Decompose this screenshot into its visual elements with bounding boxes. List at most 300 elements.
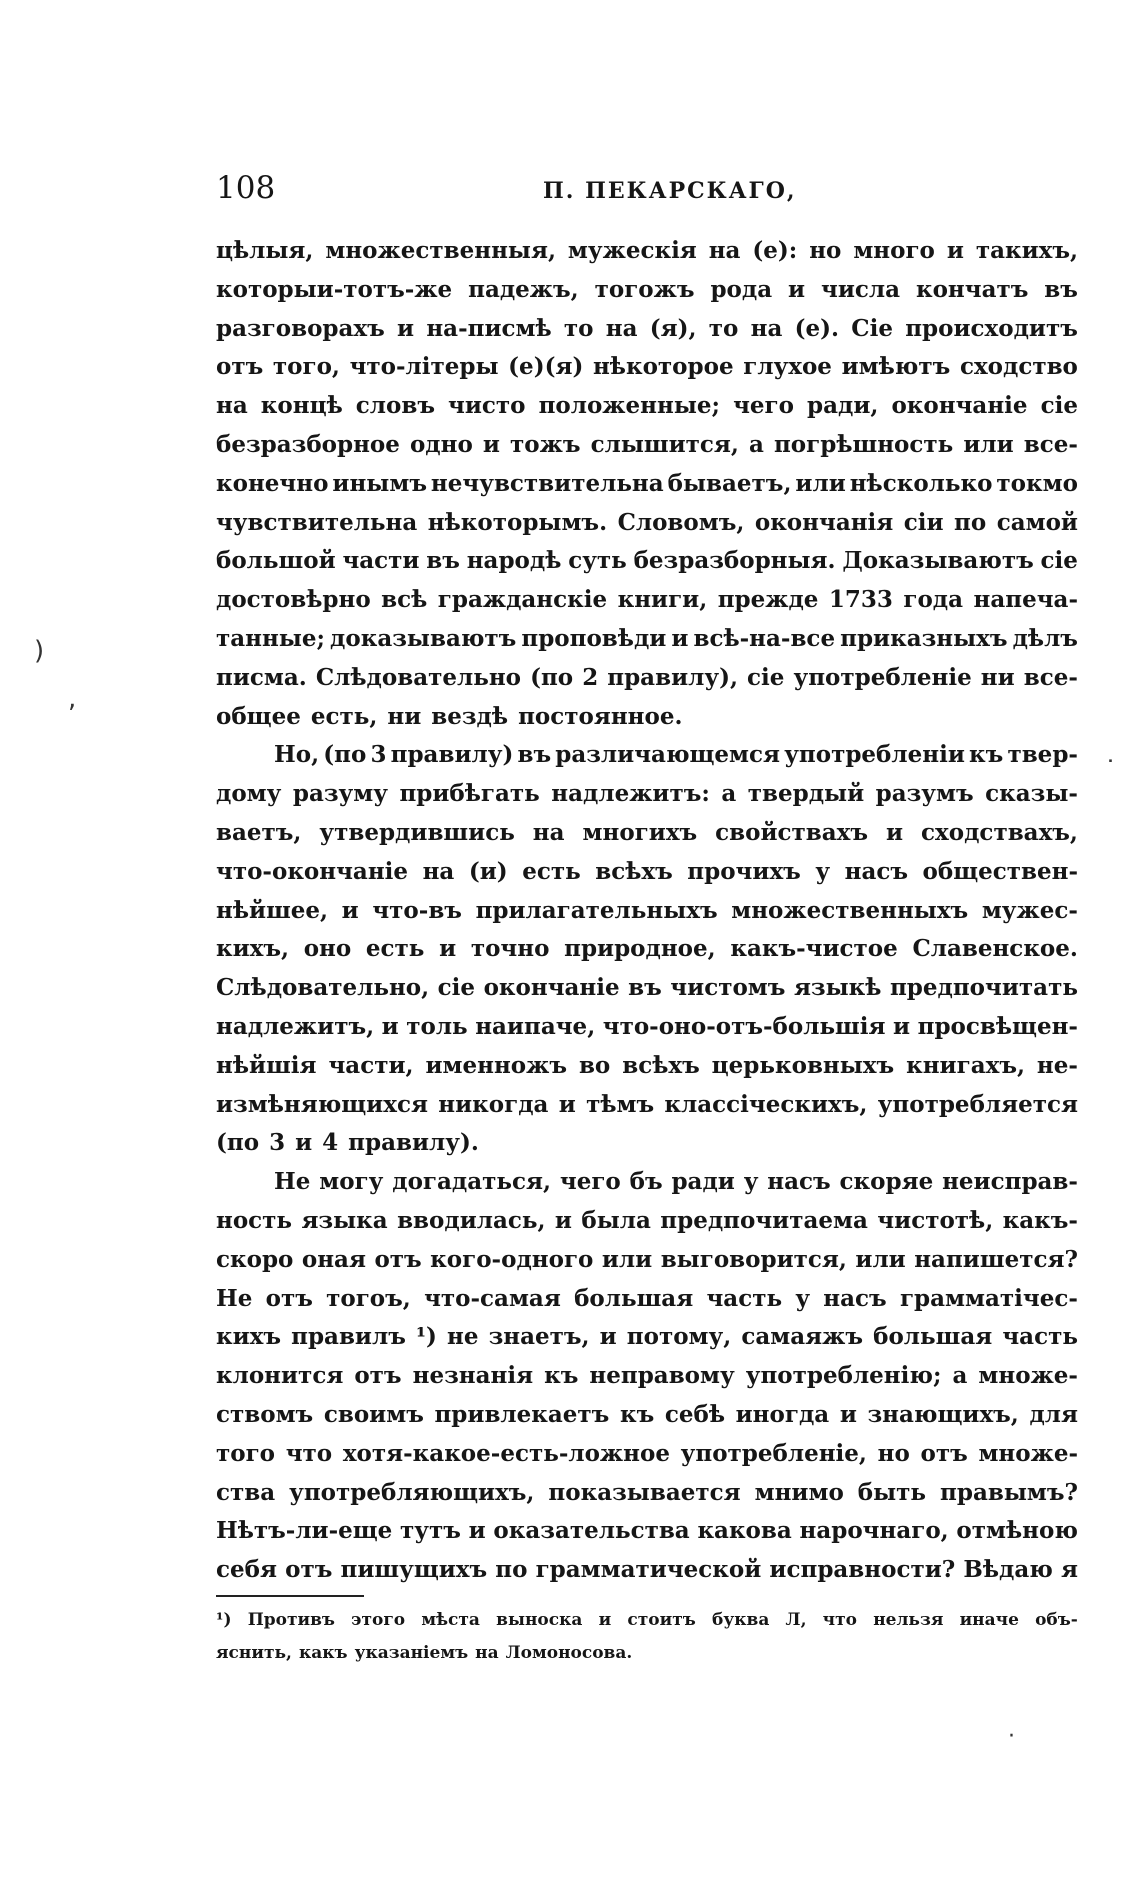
word: сходство: [959, 353, 1078, 381]
word: Нѣтъ-ли-еще: [216, 1517, 393, 1545]
word: постоянное.: [518, 702, 683, 730]
word: природное,: [564, 935, 716, 963]
word: суть: [568, 547, 627, 575]
word: употребляющихъ,: [289, 1478, 535, 1506]
word: и: [295, 1129, 313, 1157]
text-line: [216, 1047, 1078, 1086]
word: въ: [1044, 275, 1078, 303]
word: насъ: [844, 857, 908, 885]
word: Слѣдовательно: [315, 663, 521, 691]
word: разумъ: [875, 780, 974, 808]
word: надлежитъ,: [216, 1012, 375, 1040]
word: языкѣ: [793, 974, 882, 1002]
word: догадаться,: [392, 1168, 551, 1196]
footnote-marker: ¹): [216, 1610, 232, 1630]
word: того: [216, 1439, 276, 1467]
word: одно: [409, 430, 473, 458]
word: 4: [322, 1129, 339, 1157]
word: вездѣ: [431, 702, 509, 730]
word: правилу): [390, 741, 514, 769]
margin-mark-paren: ): [34, 636, 45, 666]
word: Л,: [785, 1610, 807, 1630]
word: насъ: [823, 1284, 887, 1312]
word: положенные;: [538, 392, 721, 420]
word: что: [285, 1439, 333, 1467]
word: оно: [303, 935, 352, 963]
word: самой: [996, 508, 1078, 536]
word: 3: [269, 1129, 286, 1157]
word: не: [447, 1323, 479, 1351]
word: (по: [216, 1129, 260, 1157]
word: тогожъ: [594, 275, 695, 303]
footnote-line: [216, 1604, 1078, 1637]
word: словъ: [355, 392, 435, 420]
word: бъ: [629, 1168, 663, 1196]
word: какова: [697, 1517, 792, 1545]
word: (по: [323, 741, 367, 769]
word: тутъ: [400, 1517, 461, 1545]
word: правилу),: [607, 663, 738, 691]
word: части: [342, 547, 420, 575]
text-line: [216, 930, 1078, 969]
word: что-самая: [424, 1284, 561, 1312]
word: быть: [857, 1478, 927, 1506]
word: народѣ: [466, 547, 562, 575]
word: мѣста: [421, 1610, 480, 1630]
page-number: 108: [216, 170, 276, 206]
word: къ: [544, 1362, 579, 1390]
word: ¹): [415, 1323, 437, 1351]
word: и: [558, 1090, 576, 1118]
word: такихъ,: [975, 237, 1078, 264]
word: множественныя,: [325, 237, 556, 264]
word: незнанія: [412, 1362, 534, 1390]
word: множественныхъ: [731, 896, 969, 924]
word: объ-: [1035, 1610, 1078, 1630]
word: большая: [873, 1323, 993, 1351]
word: есть: [365, 935, 425, 963]
word: дому: [216, 780, 282, 808]
word: прочихъ: [687, 857, 801, 885]
word: для: [1029, 1400, 1078, 1428]
word: года: [903, 586, 964, 614]
word: а: [721, 780, 737, 808]
word: самаяжъ: [741, 1323, 864, 1351]
word: Слѣдовательно,: [216, 974, 430, 1002]
word: того,: [272, 353, 340, 381]
word: и: [788, 275, 806, 303]
word: и: [886, 818, 904, 846]
word: окончанія: [754, 508, 894, 536]
word: множе-: [978, 1439, 1078, 1467]
word: иначе: [959, 1610, 1019, 1630]
word: всѣ: [381, 586, 428, 614]
word: безразборныя.: [633, 547, 836, 575]
word: происходитъ: [905, 314, 1078, 342]
word: (е):: [752, 237, 798, 264]
word: сходствахъ,: [921, 818, 1078, 846]
word: какъ: [298, 1643, 348, 1663]
word: сіи: [903, 508, 944, 536]
text-line: [216, 1512, 1078, 1551]
word: разговорахъ: [216, 314, 385, 342]
text-line: [216, 1435, 1078, 1474]
word: чего: [559, 1168, 621, 1196]
word: отмѣною: [956, 1517, 1078, 1545]
footnote: [216, 1604, 1078, 1670]
word: напишется?: [914, 1245, 1078, 1273]
word: на: [605, 314, 638, 342]
text-line: [216, 1318, 1078, 1357]
word: утвердившись: [319, 818, 515, 846]
body-text: [216, 232, 1078, 1590]
word: которыи-тотъ-же: [216, 275, 453, 303]
word: сіе: [1040, 547, 1078, 575]
word: себя: [216, 1556, 277, 1584]
word: и: [946, 237, 964, 264]
word: разуму: [292, 780, 388, 808]
word: пишущихъ: [340, 1556, 488, 1584]
word: танные;: [216, 624, 326, 652]
word: рода: [710, 275, 773, 303]
word: глухое: [743, 353, 832, 381]
word: и: [468, 1517, 486, 1545]
word: точно: [470, 935, 550, 963]
word: скоро: [216, 1245, 294, 1273]
text-line: [216, 1551, 1078, 1590]
word: то: [708, 314, 739, 342]
word: есть: [522, 857, 581, 885]
word: всѣ-на-все: [693, 624, 836, 652]
word: или: [795, 469, 846, 497]
word: къ: [619, 1400, 655, 1428]
word: Ломоносова.: [505, 1643, 633, 1663]
word: какъ-: [1002, 1206, 1078, 1234]
word: отъ: [920, 1439, 968, 1467]
word: Сіе: [851, 314, 893, 342]
word: по: [495, 1556, 528, 1584]
text-line: [216, 1241, 1078, 1280]
word: Не: [274, 1168, 311, 1196]
word: сіе: [1040, 392, 1078, 420]
word: этого: [351, 1610, 406, 1630]
text-line: [216, 1357, 1078, 1396]
word: 3: [370, 741, 387, 769]
word: что: [822, 1610, 857, 1630]
word: общее: [216, 702, 301, 730]
word: у: [743, 1168, 759, 1196]
word: напеча-: [973, 586, 1078, 614]
word: нѣсколько: [849, 469, 993, 497]
word: выноска: [496, 1610, 583, 1630]
word: безразборное: [216, 430, 400, 458]
word: выговорится,: [660, 1245, 847, 1273]
word: отъ: [285, 1556, 333, 1584]
word: стоитъ: [627, 1610, 696, 1630]
word: кого-одного: [430, 1245, 594, 1273]
word: ни: [387, 702, 422, 730]
text-line: [216, 969, 1078, 1008]
word: числа: [821, 275, 901, 303]
word: себѣ: [664, 1400, 725, 1428]
word: твердый: [747, 780, 865, 808]
word: и: [599, 1323, 617, 1351]
word: наипаче,: [475, 1012, 596, 1040]
text-line: [216, 387, 1078, 426]
word: къ: [969, 741, 1004, 769]
text-line: [216, 1202, 1078, 1241]
word: Противъ: [247, 1610, 335, 1630]
word: Но,: [274, 741, 320, 769]
word: вводилась,: [397, 1206, 546, 1234]
word: и: [397, 314, 415, 342]
footnote-line: [216, 1637, 1078, 1670]
text-line: [216, 271, 1078, 310]
word: Доказываютъ: [842, 547, 1034, 575]
word: бываетъ,: [667, 469, 792, 497]
word: знаетъ,: [488, 1323, 590, 1351]
text-line: [216, 1163, 1078, 1202]
word: и: [893, 1012, 911, 1040]
text-line: [216, 1124, 1078, 1163]
word: все-: [1023, 430, 1078, 458]
word: у: [795, 1284, 811, 1312]
word: сіе: [747, 663, 785, 691]
word: клонится: [216, 1362, 344, 1390]
word: Вѣдаю: [963, 1556, 1053, 1584]
word: всѣхъ: [622, 1051, 700, 1079]
word: грамматической: [535, 1556, 762, 1584]
word: неисправ-: [942, 1168, 1078, 1196]
word: въ: [426, 547, 460, 575]
word: концѣ: [260, 392, 343, 420]
text-line: [216, 310, 1078, 349]
word: была: [581, 1206, 651, 1234]
text-line: [216, 814, 1078, 853]
word: окончаніе: [891, 392, 1028, 420]
word: что-въ: [372, 896, 462, 924]
word: правымъ?: [940, 1478, 1078, 1506]
word: дѣлъ: [1012, 624, 1078, 652]
word: приказныхъ: [840, 624, 1008, 652]
word: писма.: [216, 663, 307, 691]
word: (и): [468, 857, 508, 885]
word: конечно: [216, 469, 329, 497]
word: исправности?: [769, 1556, 956, 1584]
word: не-: [1036, 1051, 1078, 1079]
word: 1733: [828, 586, 893, 614]
text-line: [216, 1396, 1078, 1435]
word: сіе: [437, 974, 476, 1002]
word: 2: [582, 663, 599, 691]
word: на-писмѣ: [426, 314, 552, 342]
word: ность: [216, 1206, 293, 1234]
text-line: [216, 542, 1078, 581]
word: нельзя: [873, 1610, 944, 1630]
word: употребленіе: [793, 663, 972, 691]
word: падежъ,: [468, 275, 579, 303]
word: церьковныхъ: [711, 1051, 895, 1079]
word: классіческихъ,: [664, 1090, 868, 1118]
word: нѣкоторое: [592, 353, 734, 381]
word: чистомъ: [670, 974, 786, 1002]
word: обществен-: [922, 857, 1078, 885]
word: языка: [301, 1206, 388, 1234]
word: никогда: [438, 1090, 549, 1118]
word: часть: [1002, 1323, 1078, 1351]
word: просвѣщен-: [917, 1012, 1078, 1040]
text-line: [216, 775, 1078, 814]
text-line: [216, 504, 1078, 543]
text-line: [216, 232, 1078, 271]
word: прилагательныхъ: [475, 896, 718, 924]
word: и: [341, 896, 359, 924]
word: яснить,: [216, 1643, 292, 1663]
word: проповѣди: [521, 624, 667, 652]
word: мнимо: [754, 1478, 844, 1506]
word: различающемся: [555, 741, 781, 769]
word: книги,: [617, 586, 708, 614]
word: инымъ: [332, 469, 427, 497]
word: кончатъ: [915, 275, 1029, 303]
word: предпочитать: [889, 974, 1078, 1002]
word: знающихъ,: [867, 1400, 1019, 1428]
word: правилъ: [291, 1323, 406, 1351]
word: предпочитаема: [660, 1206, 868, 1234]
word: что-літеры: [349, 353, 499, 381]
word: чистотѣ,: [877, 1206, 994, 1234]
word: употребляется: [877, 1090, 1078, 1118]
word: ради,: [807, 392, 879, 420]
word: и: [839, 1400, 857, 1428]
word: ства: [216, 1478, 276, 1506]
running-head: [216, 170, 1078, 214]
word: тожъ: [510, 430, 581, 458]
text-line: [216, 348, 1078, 387]
text-line: [216, 620, 1078, 659]
word: какъ-чистое: [730, 935, 898, 963]
word: ствомъ: [216, 1400, 314, 1428]
word: на: [708, 237, 741, 264]
word: (е).: [794, 314, 840, 342]
word: оная: [301, 1245, 366, 1273]
text-line: [216, 1474, 1078, 1513]
word: и: [439, 935, 457, 963]
word: но: [877, 1439, 910, 1467]
word: Не: [216, 1284, 253, 1312]
word: ни: [980, 663, 1015, 691]
word: могу: [319, 1168, 384, 1196]
word: свойствахъ: [715, 818, 869, 846]
word: большой: [216, 547, 336, 575]
word: своимъ: [323, 1400, 424, 1428]
text-line: [216, 853, 1078, 892]
word: множе-: [978, 1362, 1078, 1390]
word: слышится,: [590, 430, 739, 458]
word: нѣйшія: [216, 1051, 317, 1079]
word: и: [554, 1206, 572, 1234]
word: но: [809, 237, 842, 264]
word: указаніемъ: [354, 1643, 469, 1663]
word: прибѣгать: [399, 780, 540, 808]
word: насъ: [767, 1168, 831, 1196]
word: Славенское.: [912, 935, 1078, 963]
word: чисто: [448, 392, 526, 420]
word: а: [952, 1362, 968, 1390]
word: скоряе: [839, 1168, 934, 1196]
word: много: [853, 237, 935, 264]
word: на: [475, 1643, 499, 1663]
word: гражданскіе: [437, 586, 608, 614]
word: ваетъ,: [216, 818, 302, 846]
word: въ: [517, 741, 552, 769]
word: токмо: [996, 469, 1078, 497]
word: нѣйшее,: [216, 896, 329, 924]
word: или: [963, 430, 1014, 458]
word: всѣхъ: [595, 857, 673, 885]
word: а: [748, 430, 764, 458]
word: (е)(я): [508, 353, 584, 381]
word: большая: [574, 1284, 694, 1312]
text-line: [216, 698, 1078, 737]
text-line: [216, 426, 1078, 465]
text-line: [216, 1280, 1078, 1319]
word: отъ: [354, 1362, 402, 1390]
word: употребленіе,: [680, 1439, 867, 1467]
word: имѣютъ: [841, 353, 951, 381]
word: кихъ,: [216, 935, 290, 963]
word: ради: [671, 1168, 735, 1196]
word: неправому: [589, 1362, 735, 1390]
word: чего: [733, 392, 794, 420]
word: все-: [1023, 663, 1078, 691]
word: тогоъ,: [326, 1284, 411, 1312]
word: на: [216, 392, 248, 420]
word: Словомъ,: [617, 508, 745, 536]
word: части,: [328, 1051, 414, 1079]
word: что-оно-отъ-большія: [602, 1012, 886, 1040]
word: измѣняющихся: [216, 1090, 428, 1118]
word: мужескія: [567, 237, 697, 264]
word: оказательства: [493, 1517, 690, 1545]
word: грамматічес-: [899, 1284, 1078, 1312]
word: на: [750, 314, 783, 342]
margin-mark-dot-lower: ·: [1008, 1724, 1015, 1749]
word: привлекаетъ: [434, 1400, 610, 1428]
word: цѣлыя,: [216, 237, 314, 264]
word: книгахъ,: [906, 1051, 1025, 1079]
word: доказываютъ: [330, 624, 517, 652]
word: по: [954, 508, 987, 536]
word: во: [578, 1051, 611, 1079]
word: или: [601, 1245, 653, 1273]
word: у: [815, 857, 831, 885]
word: употребленіи: [784, 741, 965, 769]
word: (по: [530, 663, 574, 691]
word: и: [482, 430, 500, 458]
word: хотя-какое-есть-ложное: [342, 1439, 670, 1467]
word: на: [422, 857, 455, 885]
word: отъ: [265, 1284, 313, 1312]
word: то: [563, 314, 594, 342]
word: правилу).: [348, 1129, 479, 1157]
word: на: [532, 818, 565, 846]
margin-mark-comma: ,: [68, 684, 77, 714]
word: буква: [712, 1610, 770, 1630]
running-title: П. ПЕКАРСКАГО,: [543, 178, 797, 204]
text-line: [216, 659, 1078, 698]
word: многихъ: [582, 818, 698, 846]
